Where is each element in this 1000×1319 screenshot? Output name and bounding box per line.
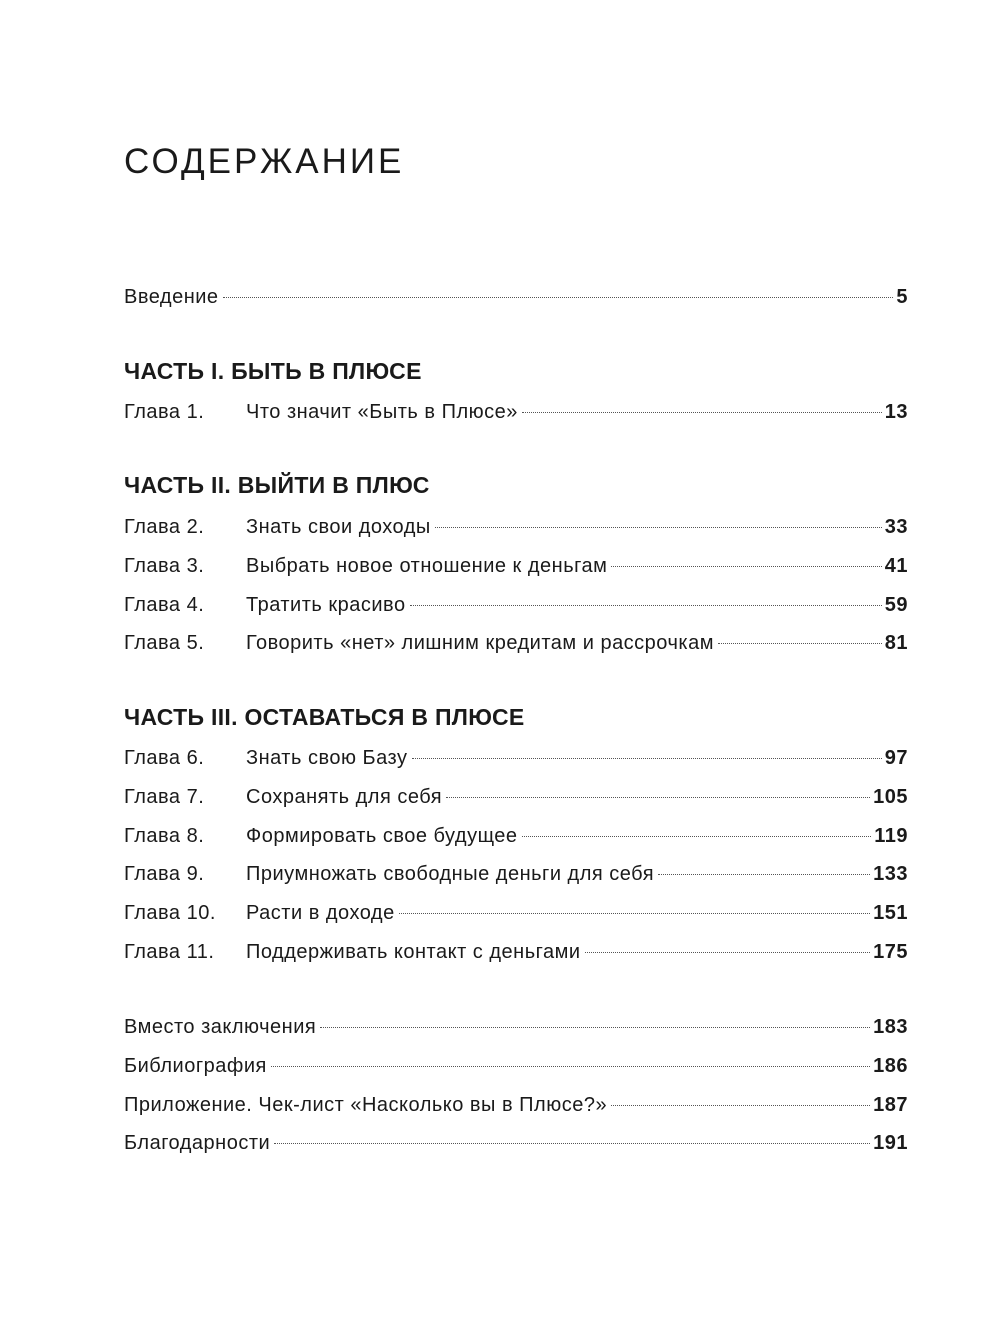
dot-leader: [271, 1066, 870, 1067]
chapter-number: Глава 11.: [124, 941, 215, 963]
chapter-number: Глава 4.: [124, 594, 205, 616]
entry-label: Вместо заключения: [124, 1016, 317, 1038]
entry-page-number: 119: [874, 825, 908, 847]
entry-label: Выбрать новое отношение к деньгам: [246, 555, 608, 577]
toc-entry-chapter-1[interactable]: [124, 398, 908, 426]
dot-leader: [522, 412, 882, 413]
entry-page-number: 175: [873, 941, 908, 963]
dot-leader: [718, 643, 882, 644]
chapter-number: Глава 10.: [124, 902, 216, 924]
toc-entry-chapter-8[interactable]: [124, 822, 908, 850]
dot-leader: [223, 297, 894, 298]
entry-page-number: 59: [884, 594, 908, 616]
dot-leader: [399, 913, 870, 914]
dot-leader: [410, 605, 882, 606]
toc-title: СОДЕРЖАНИЕ: [124, 142, 405, 181]
toc-entry-chapter-4[interactable]: [124, 591, 908, 619]
entry-label: Благодарности: [124, 1132, 271, 1154]
entry-label: Знать свои доходы: [246, 516, 431, 538]
entry-page-number: 5: [896, 286, 908, 308]
dot-leader: [435, 527, 882, 528]
part-heading-3: ЧАСТЬ III. ОСТАВАТЬСЯ В ПЛЮСЕ: [124, 704, 525, 730]
entry-label: Поддерживать контакт с деньгами: [246, 941, 581, 963]
toc-entry-chapter-2[interactable]: [124, 513, 908, 541]
dot-leader: [320, 1027, 870, 1028]
entry-page-number: 97: [884, 747, 908, 769]
entry-label: Расти в доходе: [246, 902, 395, 924]
entry-label: Приумножать свободные деньги для себя: [246, 863, 655, 885]
toc-entry-appendix[interactable]: [124, 1091, 908, 1119]
toc-entry-intro[interactable]: [124, 283, 908, 311]
chapter-number: Глава 9.: [124, 863, 205, 885]
part-heading-2: ЧАСТЬ II. ВЫЙТИ В ПЛЮС: [124, 472, 430, 498]
entry-label: Введение: [124, 286, 219, 308]
chapter-number: Глава 5.: [124, 632, 205, 654]
dot-leader: [585, 952, 871, 953]
dot-leader: [611, 566, 881, 567]
toc-entry-chapter-5[interactable]: [124, 629, 908, 657]
chapter-number: Глава 2.: [124, 516, 205, 538]
entry-label: Сохранять для себя: [246, 786, 443, 808]
dot-leader: [658, 874, 870, 875]
chapter-number: Глава 3.: [124, 555, 205, 577]
toc-page: [124, 0, 908, 1319]
dot-leader: [446, 797, 870, 798]
toc-entry-chapter-11[interactable]: [124, 938, 908, 966]
toc-entry-chapter-10[interactable]: [124, 899, 908, 927]
dot-leader: [412, 758, 882, 759]
dot-leader: [611, 1105, 870, 1106]
entry-label: Приложение. Чек-лист «Насколько вы в Плюсе?»: [124, 1094, 608, 1116]
entry-label: Знать свою Базу: [246, 747, 408, 769]
toc-entry-chapter-7[interactable]: [124, 783, 908, 811]
toc-entry-conclusion[interactable]: [124, 1013, 908, 1041]
toc-entry-acknowledgments[interactable]: [124, 1129, 908, 1157]
entry-page-number: 187: [873, 1094, 908, 1116]
toc-entry-chapter-6[interactable]: [124, 744, 908, 772]
dot-leader: [274, 1143, 870, 1144]
entry-label: Что значит «Быть в Плюсе»: [246, 401, 518, 423]
dot-leader: [522, 836, 872, 837]
chapter-number: Глава 6.: [124, 747, 205, 769]
entry-label: Говорить «нет» лишним кредитам и рассрочкам: [246, 632, 714, 654]
chapter-number: Глава 7.: [124, 786, 205, 808]
part-heading-1: ЧАСТЬ I. БЫТЬ В ПЛЮСЕ: [124, 358, 422, 384]
entry-page-number: 186: [873, 1055, 908, 1077]
entry-page-number: 151: [873, 902, 908, 924]
chapter-number: Глава 1.: [124, 401, 205, 423]
entry-page-number: 191: [873, 1132, 908, 1154]
entry-page-number: 133: [873, 863, 908, 885]
entry-page-number: 33: [884, 516, 908, 538]
entry-label: Формировать свое будущее: [246, 825, 518, 847]
toc-entry-chapter-9[interactable]: [124, 860, 908, 888]
entry-page-number: 81: [884, 632, 908, 654]
toc-entry-bibliography[interactable]: [124, 1052, 908, 1080]
entry-page-number: 13: [884, 401, 908, 423]
entry-page-number: 183: [873, 1016, 908, 1038]
entry-label: Библиография: [124, 1055, 267, 1077]
chapter-number: Глава 8.: [124, 825, 205, 847]
entry-page-number: 41: [884, 555, 908, 577]
toc-entry-chapter-3[interactable]: [124, 552, 908, 580]
entry-page-number: 105: [873, 786, 908, 808]
entry-label: Тратить красиво: [246, 594, 406, 616]
